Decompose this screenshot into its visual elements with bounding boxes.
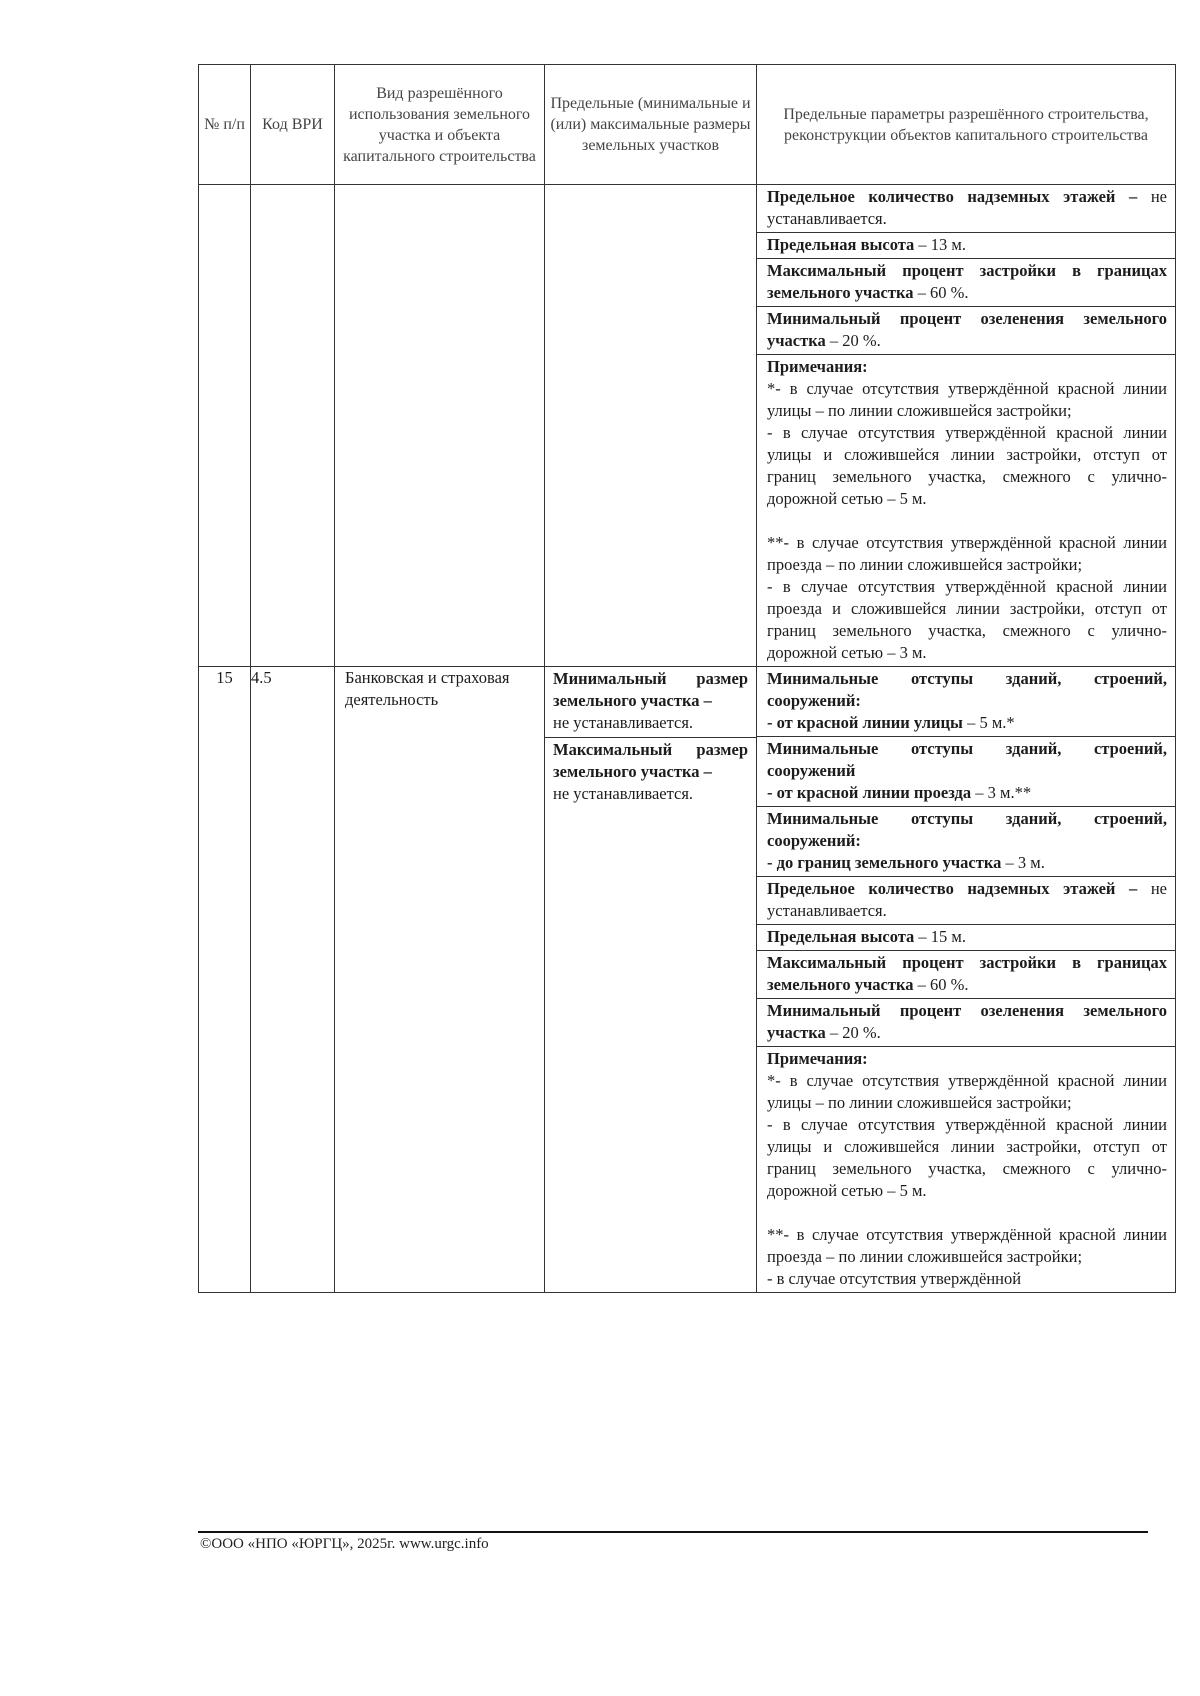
header-sizes: Предельные (минимальные и (или) максимальные размеры земельных участков [545, 65, 757, 185]
min-lot-size: Минимальный размер земельного участка – не устанавливается. [545, 667, 756, 738]
table-header-row [199, 65, 1176, 185]
note-item: *- в случае отсутствия утверждённой красной линии улицы – по линии сложившейся застройки; [767, 379, 1167, 420]
note-item: - в случае отсутствия утверждённой [767, 1269, 1022, 1288]
header-use: Вид разрешённого использования земельного участка и объекта капитального строительства [335, 65, 545, 185]
notes-title: Примечания: [767, 1049, 868, 1068]
param-height: Предельная высота – 13 м. [757, 233, 1175, 259]
note-item: - в случае отсутствия утверждённой красной линии улицы и сложившейся линии застройки, отступ от границ земельного участка, смежного с улично-дорожной сетью – 5 м. [767, 423, 1167, 508]
notes-title: Примечания: [767, 357, 868, 376]
param-setback-street: Минимальные отступы зданий, строений, сооружений: - от красной линии улицы – 5 м.* [757, 667, 1175, 737]
note-item: - в случае отсутствия утверждённой красной линии проезда и сложившейся линии застройки, отступ от границ земельного участка, смежного с улично-дорожной сетью – 3 м. [767, 577, 1167, 662]
param-min-greening: Минимальный процент озеленения земельного участка – 20 %. [757, 999, 1175, 1047]
row-code: 4.5 [251, 667, 335, 1293]
notes-block [757, 1047, 1175, 1292]
note-item: **- в случае отсутствия утверждённой красной линии проезда – по линии сложившейся застройки; [767, 533, 1167, 574]
param-floors: Предельное количество надземных этажей – не устанавливается. [757, 877, 1175, 925]
table-row-15 [199, 667, 1176, 1293]
param-setback-boundary: Минимальные отступы зданий, строений, сооружений: - до границ земельного участка – 3 м. [757, 807, 1175, 877]
notes-block [757, 355, 1175, 666]
param-max-coverage: Максимальный процент застройки в границах земельного участка – 60 %. [757, 951, 1175, 999]
param-height: Предельная высота – 15 м. [757, 925, 1175, 951]
header-code: Код ВРИ [251, 65, 335, 185]
max-lot-size: Максимальный размер земельного участка – не устанавливается. [553, 740, 748, 803]
footer-divider [198, 1531, 1148, 1533]
regulations-table [198, 64, 1176, 1293]
table-row-continued [199, 185, 1176, 667]
param-max-coverage: Максимальный процент застройки в границах земельного участка – 60 %. [757, 259, 1175, 307]
header-num: № п/п [199, 65, 251, 185]
param-setback-passage: Минимальные отступы зданий, строений, сооружений - от красной линии проезда – 3 м.** [757, 737, 1175, 807]
param-floors: Предельное количество надземных этажей – не устанавливается. [757, 185, 1175, 233]
header-params: Предельные параметры разрешённого строительства, реконструкции объектов капитального строительства [757, 65, 1176, 185]
params-cell-15 [757, 667, 1176, 1293]
note-item: **- в случае отсутствия утверждённой красной линии проезда – по линии сложившейся застройки; [767, 1225, 1167, 1266]
row-num: 15 [199, 667, 251, 1293]
params-cell-prev [757, 185, 1176, 667]
note-item: *- в случае отсутствия утверждённой красной линии улицы – по линии сложившейся застройки; [767, 1071, 1167, 1112]
lot-size-cell [545, 667, 757, 1293]
row-use: Банковская и страховая деятельность [335, 667, 545, 1293]
note-item: - в случае отсутствия утверждённой красной линии улицы и сложившейся линии застройки, отступ от границ земельного участка, смежного с улично-дорожной сетью – 5 м. [767, 1115, 1167, 1200]
footer-copyright: ©ООО «НПО «ЮРГЦ», 2025г. www.urgc.info [200, 1536, 489, 1552]
param-min-greening: Минимальный процент озеленения земельного участка – 20 %. [757, 307, 1175, 355]
